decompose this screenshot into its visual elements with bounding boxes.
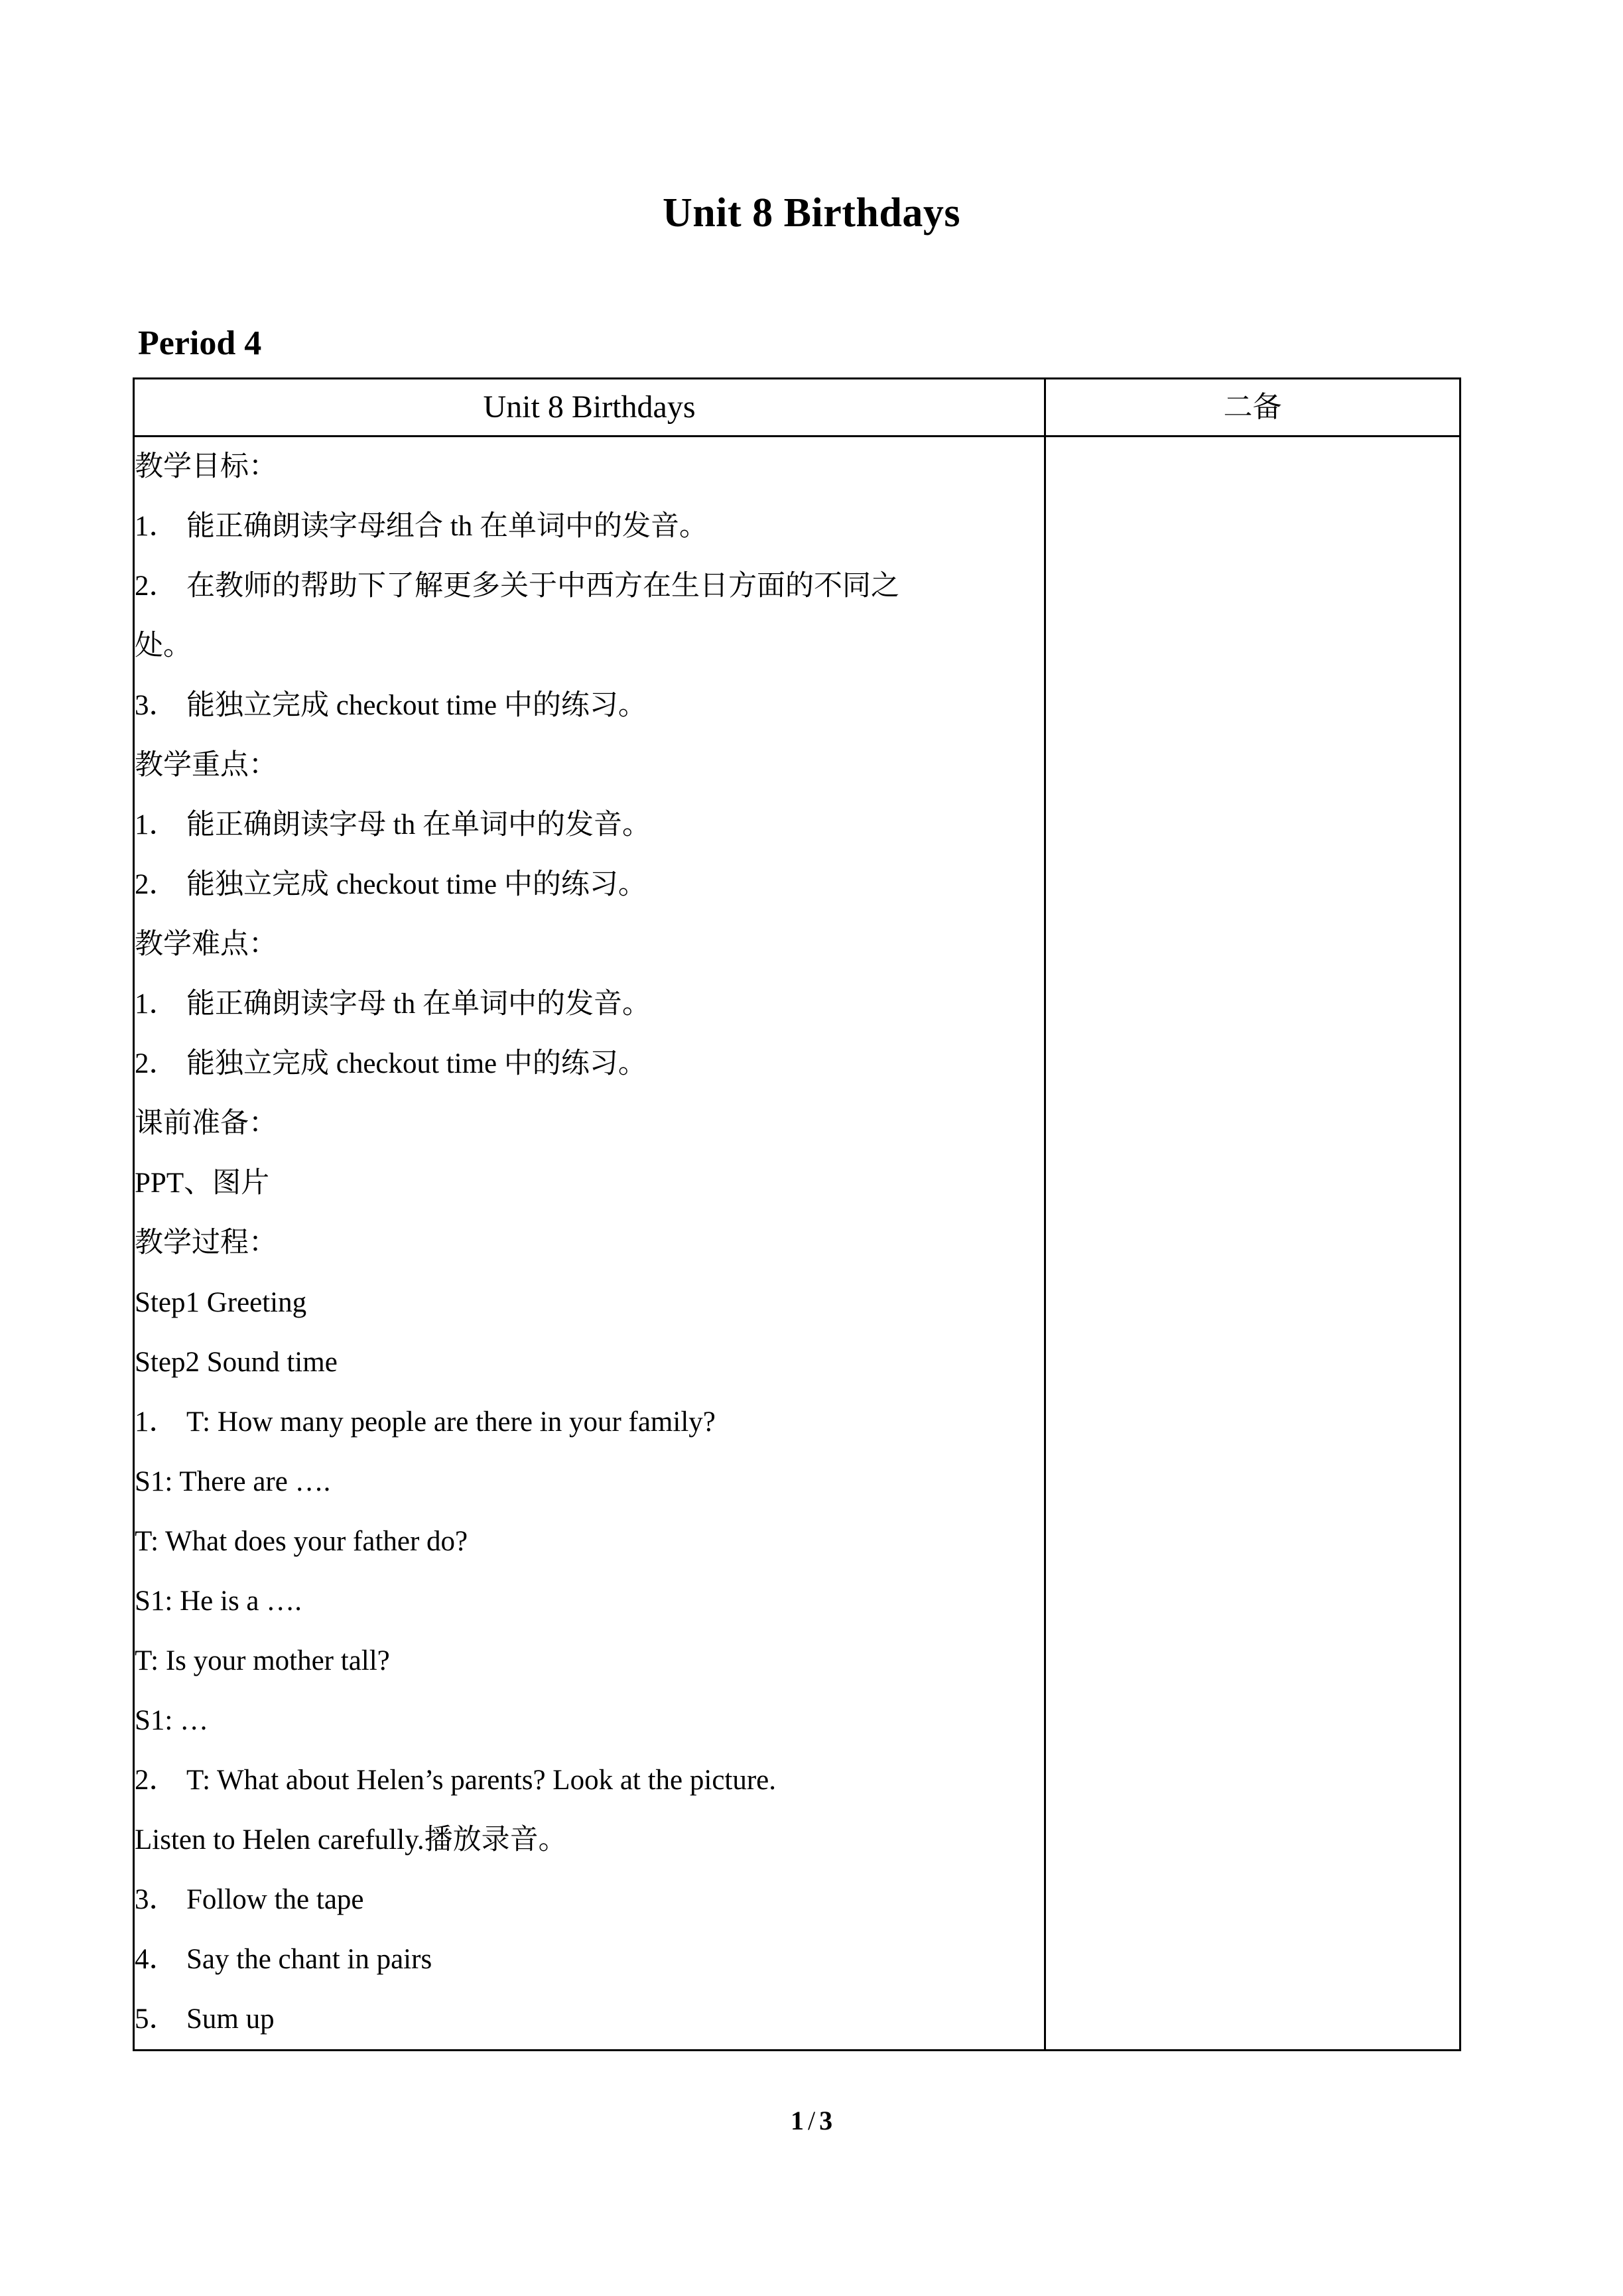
page-title: Unit 8 Birthdays bbox=[663, 190, 960, 236]
lesson-content-line bbox=[135, 676, 1044, 736]
line-number: 1． bbox=[135, 809, 178, 841]
line-text: S1: … bbox=[135, 1705, 209, 1736]
lesson-content-line bbox=[135, 437, 1044, 497]
line-number: 2． bbox=[135, 869, 178, 900]
line-number: 2． bbox=[135, 1048, 178, 1079]
footer-page-number: 1 bbox=[790, 2106, 804, 2135]
page-footer bbox=[0, 2105, 1623, 2136]
line-text: 能正确朗读字母组合 th 在单词中的发音。 bbox=[186, 511, 708, 542]
line-text: T: How many people are there in your family? bbox=[186, 1406, 716, 1438]
lesson-content-line bbox=[135, 1990, 1044, 2049]
lesson-plan-table bbox=[133, 377, 1461, 2051]
lesson-content-line bbox=[135, 915, 1044, 975]
lesson-content-line bbox=[135, 1333, 1044, 1392]
lesson-content-line bbox=[135, 1572, 1044, 1631]
table-body-row bbox=[134, 437, 1461, 2051]
line-text: Follow the tape bbox=[186, 1884, 364, 1915]
table-header-row bbox=[134, 379, 1461, 437]
lesson-content-line bbox=[135, 1094, 1044, 1154]
line-text: 在教师的帮助下了解更多关于中西方在生日方面的不同之 bbox=[186, 571, 899, 602]
table-header-main: Unit 8 Birthdays bbox=[134, 379, 1045, 437]
lesson-content-line bbox=[135, 736, 1044, 795]
line-number: 1． bbox=[135, 511, 178, 542]
lesson-content-line bbox=[135, 1691, 1044, 1751]
lesson-content-line bbox=[135, 1213, 1044, 1273]
lesson-content-line bbox=[135, 795, 1044, 855]
line-text: 能独立完成 checkout time 中的练习。 bbox=[186, 1048, 647, 1079]
line-number: 2． bbox=[135, 571, 178, 602]
line-text: S1: There are …. bbox=[135, 1466, 331, 1497]
line-text: Step1 Greeting bbox=[135, 1287, 307, 1318]
line-text: T: Is your mother tall? bbox=[135, 1645, 390, 1676]
lesson-content-line bbox=[135, 1034, 1044, 1094]
lesson-content-cell bbox=[134, 437, 1045, 2051]
footer-total-pages: 3 bbox=[819, 2106, 833, 2135]
lesson-content-line bbox=[135, 616, 1044, 676]
line-number: 1． bbox=[135, 988, 178, 1020]
line-text: 能正确朗读字母 th 在单词中的发音。 bbox=[186, 988, 651, 1020]
line-text: PPT、图片 bbox=[135, 1168, 270, 1199]
lesson-content-line bbox=[135, 1392, 1044, 1452]
line-number: 5． bbox=[135, 2003, 178, 2035]
lesson-content-line bbox=[135, 557, 1044, 616]
footer-separator: / bbox=[807, 2106, 816, 2135]
line-text: 教学目标： bbox=[135, 451, 277, 482]
lesson-content-line bbox=[135, 497, 1044, 557]
line-number: 3． bbox=[135, 1884, 178, 1915]
lesson-content-line bbox=[135, 1154, 1044, 1213]
line-text: S1: He is a …. bbox=[135, 1586, 302, 1617]
line-text: 教学过程： bbox=[135, 1227, 277, 1258]
line-text: 教学难点： bbox=[135, 929, 277, 960]
period-heading: Period 4 bbox=[138, 324, 262, 362]
line-text: Say the chant in pairs bbox=[186, 1944, 432, 1975]
line-text: 教学重点： bbox=[135, 750, 277, 781]
lesson-content-line bbox=[135, 975, 1044, 1034]
lesson-content-line bbox=[135, 1512, 1044, 1572]
secondary-prep-cell bbox=[1045, 437, 1461, 2051]
lesson-content-line bbox=[135, 1870, 1044, 1930]
lesson-content-line bbox=[135, 1930, 1044, 1990]
line-text: Listen to Helen carefully.播放录音。 bbox=[135, 1824, 567, 1856]
line-text: 能正确朗读字母 th 在单词中的发音。 bbox=[186, 809, 651, 841]
line-text: 处。 bbox=[135, 630, 192, 661]
line-number: 3． bbox=[135, 690, 178, 721]
line-text: 能独立完成 checkout time 中的练习。 bbox=[186, 690, 647, 721]
lesson-content-line bbox=[135, 1751, 1044, 1810]
line-text: Step2 Sound time bbox=[135, 1347, 338, 1378]
lesson-content-line bbox=[135, 1631, 1044, 1691]
lesson-content-lines bbox=[135, 437, 1044, 2049]
lesson-content-line bbox=[135, 1273, 1044, 1333]
line-number: 2． bbox=[135, 1765, 178, 1796]
lesson-content-line bbox=[135, 855, 1044, 915]
lesson-content-line bbox=[135, 1810, 1044, 1870]
line-text: 能独立完成 checkout time 中的练习。 bbox=[186, 869, 647, 900]
line-number: 1． bbox=[135, 1406, 178, 1438]
line-text: T: What about Helen’s parents? Look at the picture. bbox=[186, 1765, 777, 1796]
line-text: Sum up bbox=[186, 2003, 275, 2035]
lesson-content-line bbox=[135, 1452, 1044, 1512]
table-header-side: 二备 bbox=[1045, 379, 1461, 437]
line-number: 4． bbox=[135, 1944, 178, 1975]
line-text: T: What does your father do? bbox=[135, 1526, 468, 1557]
line-text: 课前准备： bbox=[135, 1108, 277, 1139]
